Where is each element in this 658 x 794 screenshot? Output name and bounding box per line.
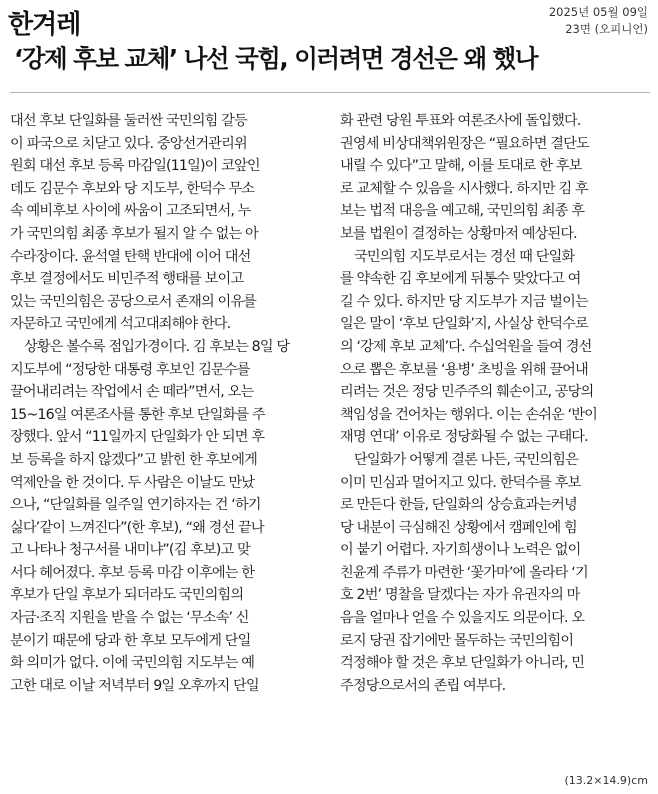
text-line: 보 등록을 하지 않겠다”고 밝힌 한 후보에게 [10,451,257,468]
text-line: 분이기 때문에 당과 한 후보 모두에게 단일 [10,632,251,649]
text-line: 화 관련 당원 투표와 여론조사에 돌입했다. [340,113,581,129]
text-line: 으로 뽑은 후보를 ‘용병’ 초빙을 위해 끌어내 [340,361,588,378]
text-line: 서다 헤어졌다. 후보 등록 마감 이후에는 한 [10,564,255,581]
text-line: 의 ‘강제 후보 교체’다. 수십억원을 들여 경선 [340,338,592,355]
text-line: 끌어내리려는 작업에서 손 떼라”면서, 오는 [10,384,254,401]
text-line: 자문하고 국민에게 석고대죄해야 한다. [10,316,231,333]
text-line: 속 예비후보 사이에 싸움이 고조되면서, 누 [10,203,251,220]
text-line: 를 약속한 김 후보에게 뒤통수 맞았다고 여 [340,271,581,288]
text-line: 일은 말이 ‘후보 단일화’지, 사실상 한덕수로 [340,316,588,333]
text-line: 상황은 볼수록 점입가경이다. 김 후보는 8일 당 [24,338,290,355]
text-line: 책임성을 건어차는 행위다. 이는 손쉬운 ‘반이 [340,406,598,423]
text-line: 장했다. 앞서 “11일까지 단일화가 안 되면 후 [10,429,265,446]
article-paragraph [10,110,324,336]
text-line: 대선 후보 단일화를 둘러싼 국민의힘 갈등 [10,113,247,129]
headline-divider [10,92,650,93]
text-line: 으나, “단일화를 일주일 연기하자는 건 ‘하기 [10,497,261,514]
text-line: 이 파국으로 치닫고 있다. 중앙선거관리위 [10,135,247,152]
text-line: 수라장이다. 윤석열 탄핵 반대에 이어 대선 [10,248,251,265]
text-line: 로 만든다 한들, 단일화의 상승효과는커녕 [340,497,577,514]
text-line: 이 붙기 어렵다. 자기희생이나 노력은 없이 [340,542,581,559]
text-line: 보는 법적 대응을 예고해, 국민의힘 최종 후 [340,203,585,220]
text-line: 고한 대로 이날 저녁부터 9일 오후까지 단일 [10,677,259,694]
article-size: (13.2×14.9)cm [564,774,648,787]
page-section: 23면 (오피니언) [565,22,648,36]
article-column-left [10,110,324,697]
article-paragraph [340,246,654,449]
text-line: 역제안을 한 것이다. 두 사람은 이날도 만났 [10,474,255,491]
text-line: 걱정해야 할 것은 후보 단일화가 아니라, 민 [340,655,585,672]
newspaper-logo: 한겨레 [8,10,81,40]
text-line: 리려는 것은 정당 민주주의 훼손이고, 공당의 [340,384,594,401]
text-line: 재명 연대’ 이유로 정당화될 수 없는 구태다. [340,429,588,446]
text-line: 가 국민의힘 최종 후보가 될지 알 수 없는 아 [10,225,258,242]
article-headline: ‘강제 후보 교체’ 나선 국힘, 이러려면 경선은 왜 했나 [14,44,537,73]
text-line: 원회 대선 후보 등록 마감일(11일)이 코앞인 [10,158,260,175]
text-line: 친윤계 주류가 마련한 ‘꽃가마’에 올라타 ‘기 [340,564,588,581]
text-line: 국민의힘 지도부로서는 경선 때 단일화 [354,248,575,265]
text-line: 후보 결정에서도 비민주적 행태를 보이고 [10,271,244,288]
article-paragraph [340,449,654,698]
text-line: 자금·조직 지원을 받을 수 없는 ‘무소속’ 신 [10,610,249,627]
text-line: 로 교체할 수 있음을 시사했다. 하지만 김 후 [340,180,588,197]
text-line: 15~16일 여론조사를 통한 후보 단일화를 주 [10,406,265,423]
text-line: 음을 얼마나 얻을 수 있을지도 의문이다. 오 [340,610,585,627]
text-line: 있는 국민의힘은 공당으로서 존재의 이유를 [10,293,257,310]
text-line: 호 2번’ 명찰을 달겠다는 자가 유권자의 마 [340,587,580,604]
text-line: 싫다’같이 느껴진다”(한 후보), “왜 경선 끝나 [10,519,264,536]
text-line: 내릴 수 있다”고 말해, 이를 토대로 한 후보 [340,158,582,175]
text-line: 이미 민심과 멀어지고 있다. 한덕수를 후보 [340,474,581,491]
article-paragraph [340,110,654,246]
article-paragraph [10,336,324,698]
text-line: 데도 김문수 후보와 당 지도부, 한덕수 무소 [10,180,255,197]
article-column-right [340,110,654,697]
text-line: 주정당으로서의 존립 여부다. [340,677,506,694]
text-line: 지도부에 “정당한 대통령 후보인 김문수를 [10,361,250,378]
text-line: 길 수 있다. 하지만 당 지도부가 지금 벌이는 [340,293,588,310]
text-line: 후보가 단일 후보가 되더라도 국민의힘의 [10,587,244,604]
text-line: 로지 당권 잡기에만 몰두하는 국민의힘이 [340,632,574,649]
publication-date: 2025년 05월 09일 [548,5,648,19]
masthead-meta [549,4,648,38]
text-line: 당 내분이 극심해진 상황에서 캠페인에 힘 [340,519,577,536]
text-line: 보를 법원이 결정하는 상황마저 예상된다. [340,225,577,242]
text-line: 화 의미가 없다. 이에 국민의힘 지도부는 예 [10,655,255,672]
text-line: 단일화가 어떻게 결론 나든, 국민의힘은 [354,451,578,468]
text-line: 권영세 비상대책위원장은 “필요하면 결단도 [340,135,589,152]
text-line: 고 나타나 청구서를 내미냐”(김 후보)고 맞 [10,542,250,559]
